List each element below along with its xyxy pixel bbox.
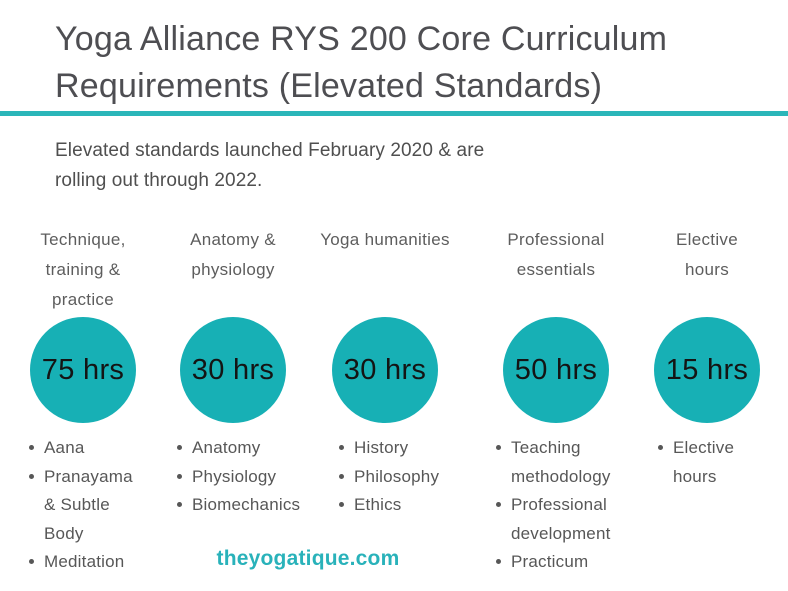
hours-circle [503,317,609,423]
hours-value: 75 hrs [41,353,125,386]
column-professional-essentials [486,225,626,591]
topic-item: Ethics [338,491,448,520]
hours-value: 15 hrs [665,353,749,386]
topic-item: Elective hours [657,434,749,491]
column-yoga-humanities [320,225,450,591]
column-header: Elective hours [676,230,738,279]
subtitle-text: Elevated standards launched February 2020 & are rolling out through 2022. [55,140,485,192]
topic-item: Philosophy [338,463,448,492]
page-title: Yoga Alliance RYS 200 Core Curriculum Requirements (Elevated Standards) [55,20,668,105]
topic-list [176,434,301,520]
column-elective-hours [657,225,757,591]
column-header: Yoga humanities [320,230,450,249]
topic-item: Meditation [28,548,134,577]
hours-value: 30 hrs [343,353,427,386]
column-technique-training-practice [22,225,144,591]
column-header: Technique, training & practice [40,230,126,309]
website-brand-text: theyogatique.com [216,547,400,570]
column-header: Professional essentials [507,230,605,279]
hours-circle [30,317,136,423]
hours-value: 30 hrs [191,353,275,386]
topic-list [657,434,749,491]
topic-item: Teaching methodology [495,434,623,491]
hours-circle [180,317,286,423]
hours-circle [332,317,438,423]
topic-item: Professional development [495,491,623,548]
accent-divider-line [0,111,788,116]
column-header: Anatomy & physiology [190,230,276,279]
hours-value: 50 hrs [514,353,598,386]
topic-item: History [338,434,448,463]
topic-item: Biomechanics [176,491,298,520]
column-anatomy-physiology [165,225,301,591]
topic-list [28,434,134,577]
topic-list [338,434,448,520]
topic-item: Anatomy [176,434,298,463]
topic-item: Practicum [495,548,623,577]
hours-circle [654,317,760,423]
topic-item: Pranayama & Subtle Body [28,463,134,549]
topic-item: Physiology [176,463,298,492]
topic-list [495,434,623,577]
topic-item: Aana [28,434,134,463]
